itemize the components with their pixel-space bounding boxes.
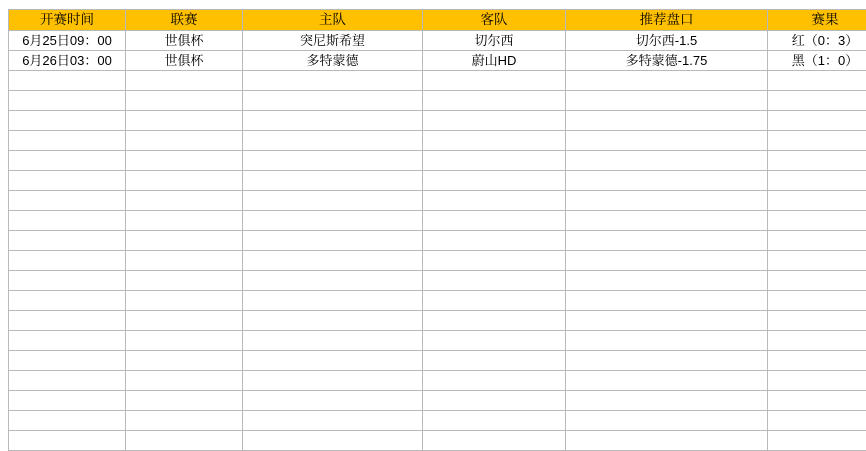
cell-empty[interactable] — [768, 191, 866, 211]
cell-empty[interactable] — [9, 111, 126, 131]
cell-empty[interactable] — [9, 251, 126, 271]
match-table — [8, 9, 866, 451]
cell-empty[interactable] — [423, 191, 566, 211]
table-row[interactable] — [9, 51, 866, 71]
cell-empty[interactable] — [768, 131, 866, 151]
table-row-empty[interactable] — [9, 91, 866, 111]
cell-empty[interactable] — [126, 91, 243, 111]
table-row-empty[interactable] — [9, 131, 866, 151]
cell-empty[interactable] — [9, 331, 126, 351]
cell-empty[interactable] — [566, 211, 768, 231]
cell-empty[interactable] — [9, 171, 126, 191]
cell-empty[interactable] — [423, 91, 566, 111]
cell-empty[interactable] — [423, 271, 566, 291]
cell-empty[interactable] — [566, 91, 768, 111]
cell-empty[interactable] — [566, 231, 768, 251]
cell-empty[interactable] — [126, 431, 243, 451]
cell-empty[interactable] — [9, 431, 126, 451]
cell-empty[interactable] — [243, 71, 423, 91]
cell-empty[interactable] — [768, 411, 866, 431]
table-row-empty[interactable] — [9, 391, 866, 411]
cell-empty[interactable] — [566, 251, 768, 271]
cell-empty[interactable] — [566, 171, 768, 191]
cell-empty[interactable] — [126, 411, 243, 431]
table-row-empty[interactable] — [9, 271, 866, 291]
table-row-empty[interactable] — [9, 71, 866, 91]
cell-empty[interactable] — [126, 251, 243, 271]
cell-empty[interactable] — [243, 411, 423, 431]
spreadsheet-sheet[interactable] — [8, 9, 852, 451]
cell-empty[interactable] — [768, 311, 866, 331]
cell-empty[interactable] — [423, 111, 566, 131]
cell-home[interactable]: 多特蒙德 — [243, 51, 423, 71]
cell-empty[interactable] — [768, 271, 866, 291]
cell-empty[interactable] — [423, 71, 566, 91]
table-row-empty[interactable] — [9, 171, 866, 191]
cell-empty[interactable] — [768, 171, 866, 191]
column-header-tip[interactable]: 推荐盘口 — [566, 10, 768, 31]
cell-empty[interactable] — [423, 331, 566, 351]
cell-empty[interactable] — [423, 251, 566, 271]
cell-empty[interactable] — [423, 151, 566, 171]
cell-empty[interactable] — [423, 371, 566, 391]
cell-empty[interactable] — [566, 291, 768, 311]
cell-empty[interactable] — [9, 311, 126, 331]
cell-result[interactable]: 红（0：3） — [768, 31, 866, 51]
cell-empty[interactable] — [566, 111, 768, 131]
cell-empty[interactable] — [768, 91, 866, 111]
cell-empty[interactable] — [768, 331, 866, 351]
cell-empty[interactable] — [243, 191, 423, 211]
column-header-time[interactable]: 开赛时间 — [9, 10, 126, 31]
cell-empty[interactable] — [768, 371, 866, 391]
cell-empty[interactable] — [9, 411, 126, 431]
cell-empty[interactable] — [566, 411, 768, 431]
cell-empty[interactable] — [243, 271, 423, 291]
cell-empty[interactable] — [126, 151, 243, 171]
cell-empty[interactable] — [243, 251, 423, 271]
table-row-empty[interactable] — [9, 291, 866, 311]
cell-empty[interactable] — [243, 151, 423, 171]
cell-home[interactable]: 突尼斯希望 — [243, 31, 423, 51]
cell-empty[interactable] — [9, 351, 126, 371]
column-header-away[interactable]: 客队 — [423, 10, 566, 31]
cell-empty[interactable] — [423, 411, 566, 431]
cell-empty[interactable] — [566, 71, 768, 91]
table-row-empty[interactable] — [9, 371, 866, 391]
cell-empty[interactable] — [768, 231, 866, 251]
column-header-result[interactable]: 赛果 — [768, 10, 866, 31]
cell-away[interactable]: 蔚山HD — [423, 51, 566, 71]
cell-empty[interactable] — [566, 131, 768, 151]
cell-empty[interactable] — [423, 171, 566, 191]
cell-empty[interactable] — [768, 391, 866, 411]
table-row-empty[interactable] — [9, 411, 866, 431]
cell-empty[interactable] — [9, 291, 126, 311]
cell-empty[interactable] — [126, 271, 243, 291]
column-header-home[interactable]: 主队 — [243, 10, 423, 31]
cell-empty[interactable] — [423, 391, 566, 411]
table-body — [9, 10, 866, 451]
cell-empty[interactable] — [768, 71, 866, 91]
cell-empty[interactable] — [9, 211, 126, 231]
cell-empty[interactable] — [566, 191, 768, 211]
column-header-league[interactable]: 联赛 — [126, 10, 243, 31]
cell-empty[interactable] — [423, 311, 566, 331]
cell-empty[interactable] — [9, 231, 126, 251]
cell-empty[interactable] — [566, 371, 768, 391]
cell-empty[interactable] — [243, 371, 423, 391]
cell-empty[interactable] — [9, 151, 126, 171]
cell-empty[interactable] — [126, 371, 243, 391]
cell-empty[interactable] — [768, 291, 866, 311]
cell-league[interactable]: 世俱杯 — [126, 51, 243, 71]
cell-empty[interactable] — [768, 431, 866, 451]
cell-empty[interactable] — [566, 391, 768, 411]
table-row-empty[interactable] — [9, 211, 866, 231]
cell-empty[interactable] — [566, 151, 768, 171]
table-row-empty[interactable] — [9, 111, 866, 131]
cell-empty[interactable] — [566, 331, 768, 351]
table-row-empty[interactable] — [9, 191, 866, 211]
cell-empty[interactable] — [126, 351, 243, 371]
table-row-empty[interactable] — [9, 231, 866, 251]
cell-empty[interactable] — [243, 311, 423, 331]
cell-result[interactable]: 黑（1：0） — [768, 51, 866, 71]
cell-empty[interactable] — [126, 191, 243, 211]
table-header-row — [9, 10, 866, 31]
cell-empty[interactable] — [126, 131, 243, 151]
cell-empty[interactable] — [126, 71, 243, 91]
cell-empty[interactable] — [243, 391, 423, 411]
cell-empty[interactable] — [566, 311, 768, 331]
table-row-empty[interactable] — [9, 331, 866, 351]
cell-league[interactable]: 世俱杯 — [126, 31, 243, 51]
cell-empty[interactable] — [566, 431, 768, 451]
cell-tip[interactable]: 切尔西-1.5 — [566, 31, 768, 51]
cell-empty[interactable] — [423, 131, 566, 151]
table-row-empty[interactable] — [9, 151, 866, 171]
cell-empty[interactable] — [768, 151, 866, 171]
cell-empty[interactable] — [423, 231, 566, 251]
cell-empty[interactable] — [423, 291, 566, 311]
cell-empty[interactable] — [768, 111, 866, 131]
cell-empty[interactable] — [243, 351, 423, 371]
cell-empty[interactable] — [126, 231, 243, 251]
cell-empty[interactable] — [243, 171, 423, 191]
cell-empty[interactable] — [423, 351, 566, 371]
cell-empty[interactable] — [243, 431, 423, 451]
table-row-empty[interactable] — [9, 431, 866, 451]
table-row[interactable] — [9, 31, 866, 51]
cell-empty[interactable] — [9, 71, 126, 91]
cell-empty[interactable] — [9, 271, 126, 291]
cell-tip[interactable]: 多特蒙德-1.75 — [566, 51, 768, 71]
cell-empty[interactable] — [126, 111, 243, 131]
cell-empty[interactable] — [9, 191, 126, 211]
cell-empty[interactable] — [768, 251, 866, 271]
cell-empty[interactable] — [243, 231, 423, 251]
cell-empty[interactable] — [126, 171, 243, 191]
cell-empty[interactable] — [243, 211, 423, 231]
cell-empty[interactable] — [768, 351, 866, 371]
cell-empty[interactable] — [243, 291, 423, 311]
cell-empty[interactable] — [243, 111, 423, 131]
cell-away[interactable]: 切尔西 — [423, 31, 566, 51]
cell-empty[interactable] — [423, 431, 566, 451]
cell-empty[interactable] — [126, 391, 243, 411]
cell-empty[interactable] — [9, 371, 126, 391]
cell-empty[interactable] — [9, 91, 126, 111]
table-row-empty[interactable] — [9, 251, 866, 271]
cell-time[interactable]: 6月25日09：00 — [9, 31, 126, 51]
cell-empty[interactable] — [566, 351, 768, 371]
table-row-empty[interactable] — [9, 351, 866, 371]
cell-time[interactable]: 6月26日03：00 — [9, 51, 126, 71]
cell-empty[interactable] — [126, 311, 243, 331]
cell-empty[interactable] — [423, 211, 566, 231]
cell-empty[interactable] — [126, 291, 243, 311]
cell-empty[interactable] — [243, 331, 423, 351]
cell-empty[interactable] — [243, 131, 423, 151]
cell-empty[interactable] — [9, 131, 126, 151]
cell-empty[interactable] — [126, 211, 243, 231]
cell-empty[interactable] — [243, 91, 423, 111]
table-row-empty[interactable] — [9, 311, 866, 331]
cell-empty[interactable] — [126, 331, 243, 351]
cell-empty[interactable] — [9, 391, 126, 411]
cell-empty[interactable] — [768, 211, 866, 231]
cell-empty[interactable] — [566, 271, 768, 291]
